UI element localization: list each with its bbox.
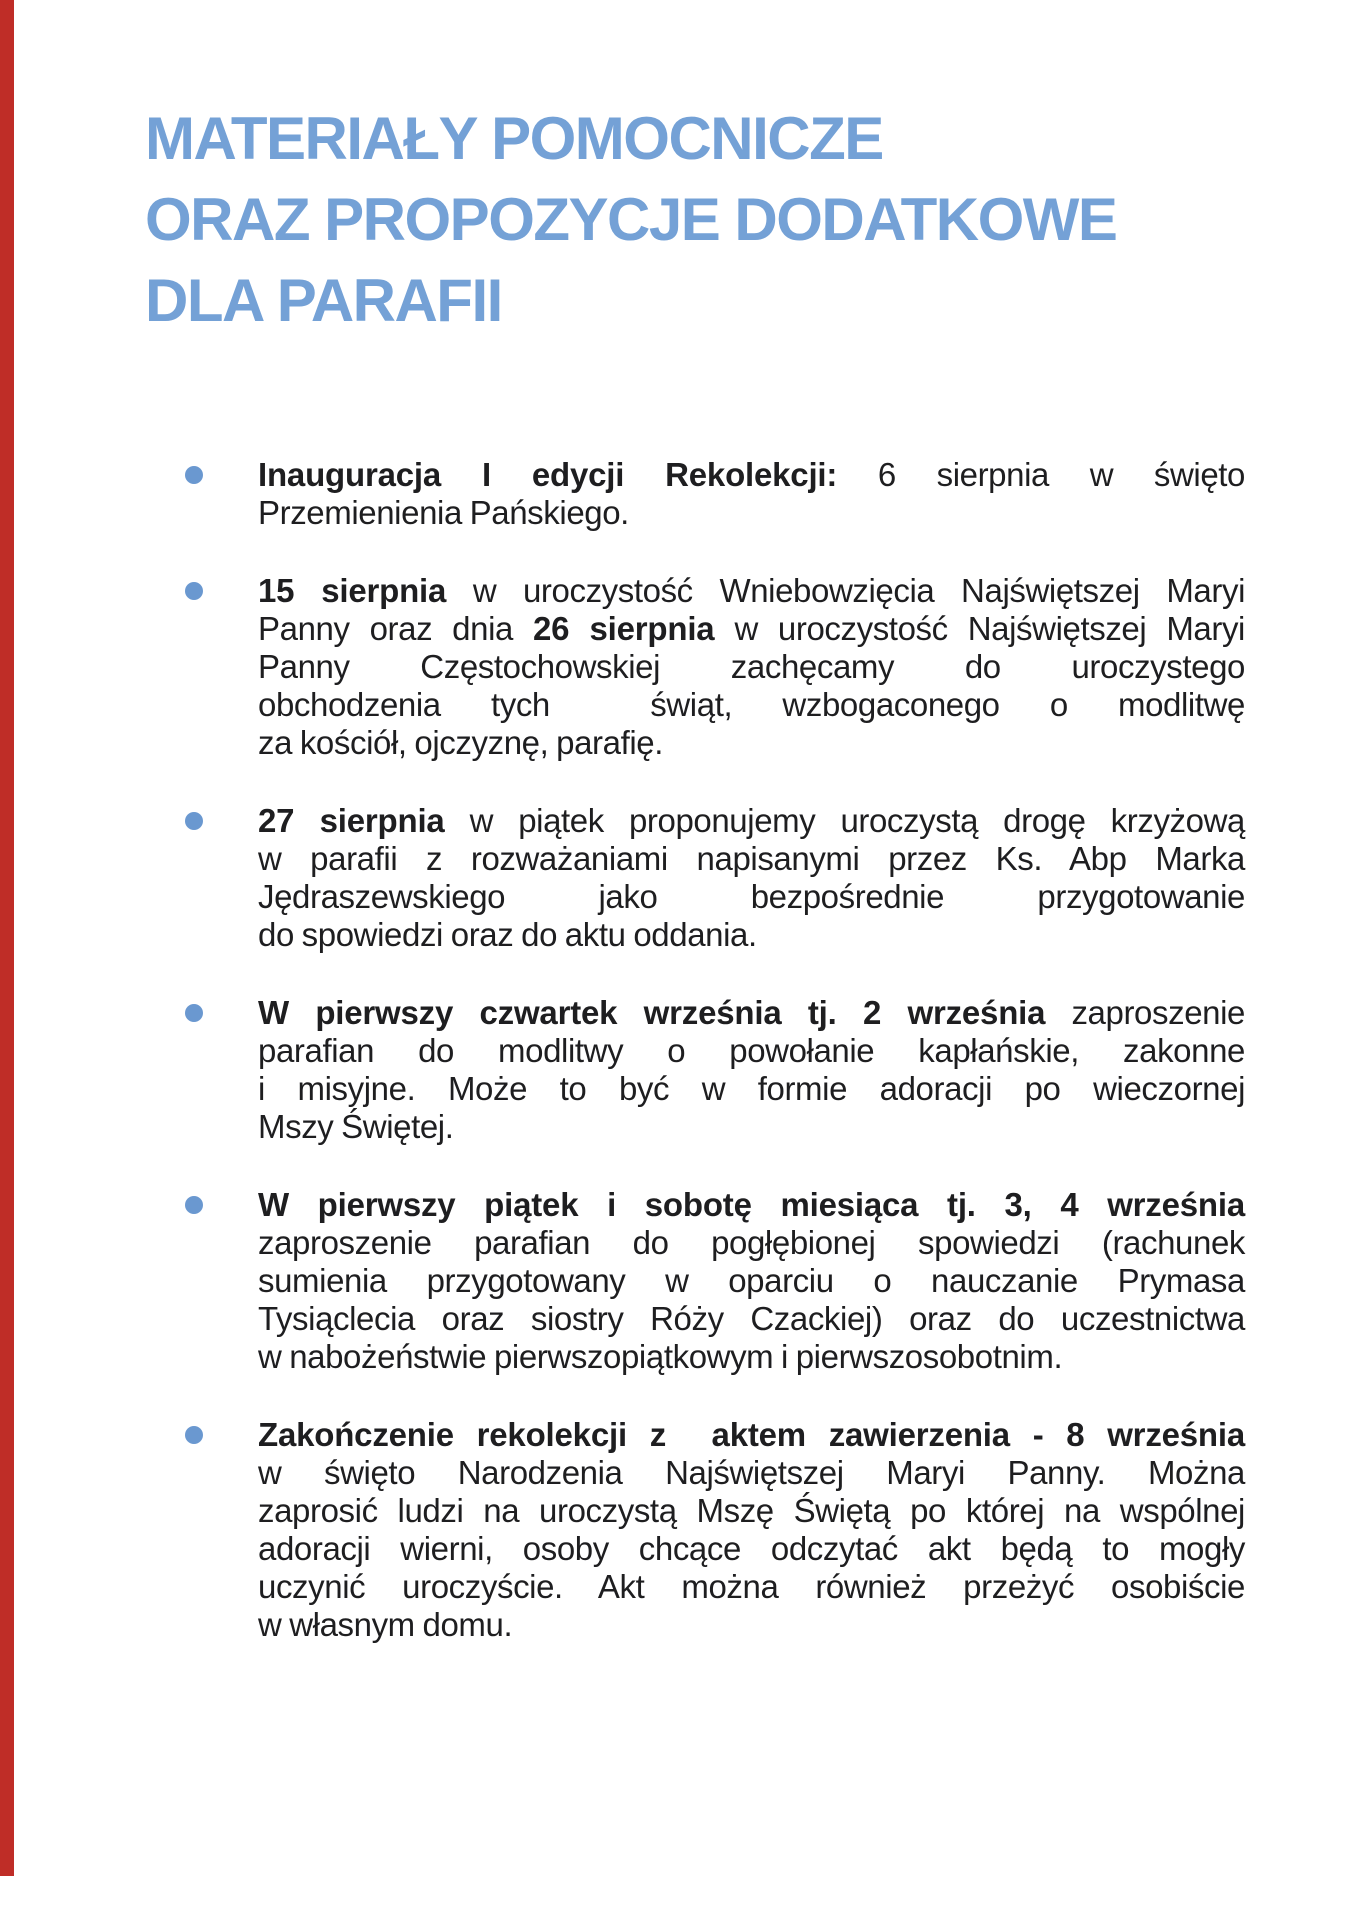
text-line [258, 686, 1245, 724]
left-accent-bar [0, 0, 14, 1876]
text-line [258, 1032, 1245, 1070]
text-segment: Panny Częstochowskiej zachęcamy do uroczystego [258, 648, 1245, 685]
text-segment: w nabożeństwie pierwszopiątkowym i pierwszosobotnim. [258, 1338, 1063, 1375]
text-line [258, 1416, 1245, 1454]
text-segment: w uroczystość Najświętszej Maryi [714, 610, 1245, 647]
text-segment-bold: W pierwszy czwartek września tj. 2 września [258, 994, 1046, 1031]
text-line [258, 724, 1245, 762]
text-line [258, 1568, 1245, 1606]
text-line [258, 1492, 1245, 1530]
bullet-list [258, 456, 1245, 1684]
text-line [258, 1186, 1245, 1224]
text-line [258, 1108, 1245, 1146]
text-line [258, 802, 1245, 840]
text-line [258, 1530, 1245, 1568]
list-item [258, 994, 1245, 1146]
text-segment: adoracji wierni, osoby chcące odczytać akt będą to mogły [258, 1530, 1245, 1567]
list-item [258, 572, 1245, 762]
text-line [258, 994, 1245, 1032]
text-line [258, 610, 1245, 648]
bullet-icon [185, 1196, 203, 1214]
text-line [258, 1300, 1245, 1338]
text-segment-bold: 27 sierpnia [258, 802, 445, 839]
bullet-icon [185, 582, 203, 600]
text-segment-bold: Inauguracja I edycji Rekolekcji: [258, 456, 838, 493]
text-line [258, 648, 1245, 686]
list-item [258, 1186, 1245, 1376]
text-segment: sumienia przygotowany w oparciu o nauczanie Prymasa [258, 1262, 1245, 1299]
text-segment-bold: 26 sierpnia [532, 610, 715, 647]
text-segment: w święto Narodzenia Najświętszej Maryi Panny. Można [258, 1454, 1245, 1491]
bullet-icon [185, 1426, 203, 1444]
text-segment: Przemienienia Pańskiego. [258, 494, 629, 531]
text-segment: zaprosić ludzi na uroczystą Mszę Świętą po której na wspólnej [258, 1492, 1245, 1529]
text-segment-bold: W pierwszy piątek i sobotę miesiąca tj. 3, 4 września [258, 1186, 1245, 1223]
text-segment: do spowiedzi oraz do aktu oddania. [258, 916, 757, 953]
text-segment: obchodzenia tych świąt, wzbogaconego o modlitwę [258, 686, 1245, 723]
text-line [258, 1224, 1245, 1262]
text-line [258, 916, 1245, 954]
text-segment: w parafii z rozważaniami napisanymi przez Ks. Abp Marka [258, 840, 1245, 877]
bullet-icon [185, 466, 203, 484]
text-segment: i misyjne. Może to być w formie adoracji po wieczornej [258, 1070, 1245, 1107]
text-segment: uczynić uroczyście. Akt można również przeżyć osobiście [258, 1568, 1245, 1605]
text-segment: zaproszenie [1045, 994, 1245, 1031]
text-line [258, 878, 1245, 916]
text-segment: parafian do modlitwy o powołanie kapłańskie, zakonne [258, 1032, 1245, 1069]
list-item [258, 456, 1245, 532]
text-line [258, 1338, 1245, 1376]
text-line [258, 1262, 1245, 1300]
text-segment: za kościół, ojczyznę, parafię. [258, 724, 664, 761]
text-line [258, 572, 1245, 610]
text-segment: Jędraszewskiego jako bezpośrednie przygotowanie [258, 878, 1245, 915]
list-item [258, 1416, 1245, 1644]
text-segment: 6 sierpnia w święto [837, 456, 1245, 493]
text-segment-bold: Zakończenie rekolekcji z aktem zawierzenia - 8 września [258, 1416, 1245, 1453]
text-segment: zaproszenie parafian do pogłębionej spowiedzi (rachunek [258, 1224, 1245, 1261]
text-line [258, 1070, 1245, 1108]
text-line [258, 1454, 1245, 1492]
bullet-icon [185, 812, 203, 830]
text-line [258, 1606, 1245, 1644]
text-segment: w piątek proponujemy uroczystą drogę krzyżową [444, 802, 1245, 839]
text-segment: Panny oraz dnia [258, 610, 533, 647]
text-segment: w własnym domu. [258, 1606, 513, 1643]
title-line: ORAZ PROPOZYCJE DODATKOWE [145, 186, 1117, 253]
text-line [258, 456, 1245, 494]
text-segment: Tysiąclecia oraz siostry Róży Czackiej) oraz do uczestnictwa [258, 1300, 1245, 1337]
page-title [145, 98, 1116, 341]
title-line: DLA PARAFII [145, 267, 502, 334]
text-line [258, 840, 1245, 878]
text-segment-bold: 15 sierpnia [258, 572, 447, 609]
bullet-icon [185, 1004, 203, 1022]
list-item [258, 802, 1245, 954]
text-segment: w uroczystość Wniebowzięcia Najświętszej Maryi [446, 572, 1245, 609]
text-segment: Mszy Świętej. [258, 1108, 454, 1145]
title-line: MATERIAŁY POMOCNICZE [145, 105, 883, 172]
text-line [258, 494, 1245, 532]
